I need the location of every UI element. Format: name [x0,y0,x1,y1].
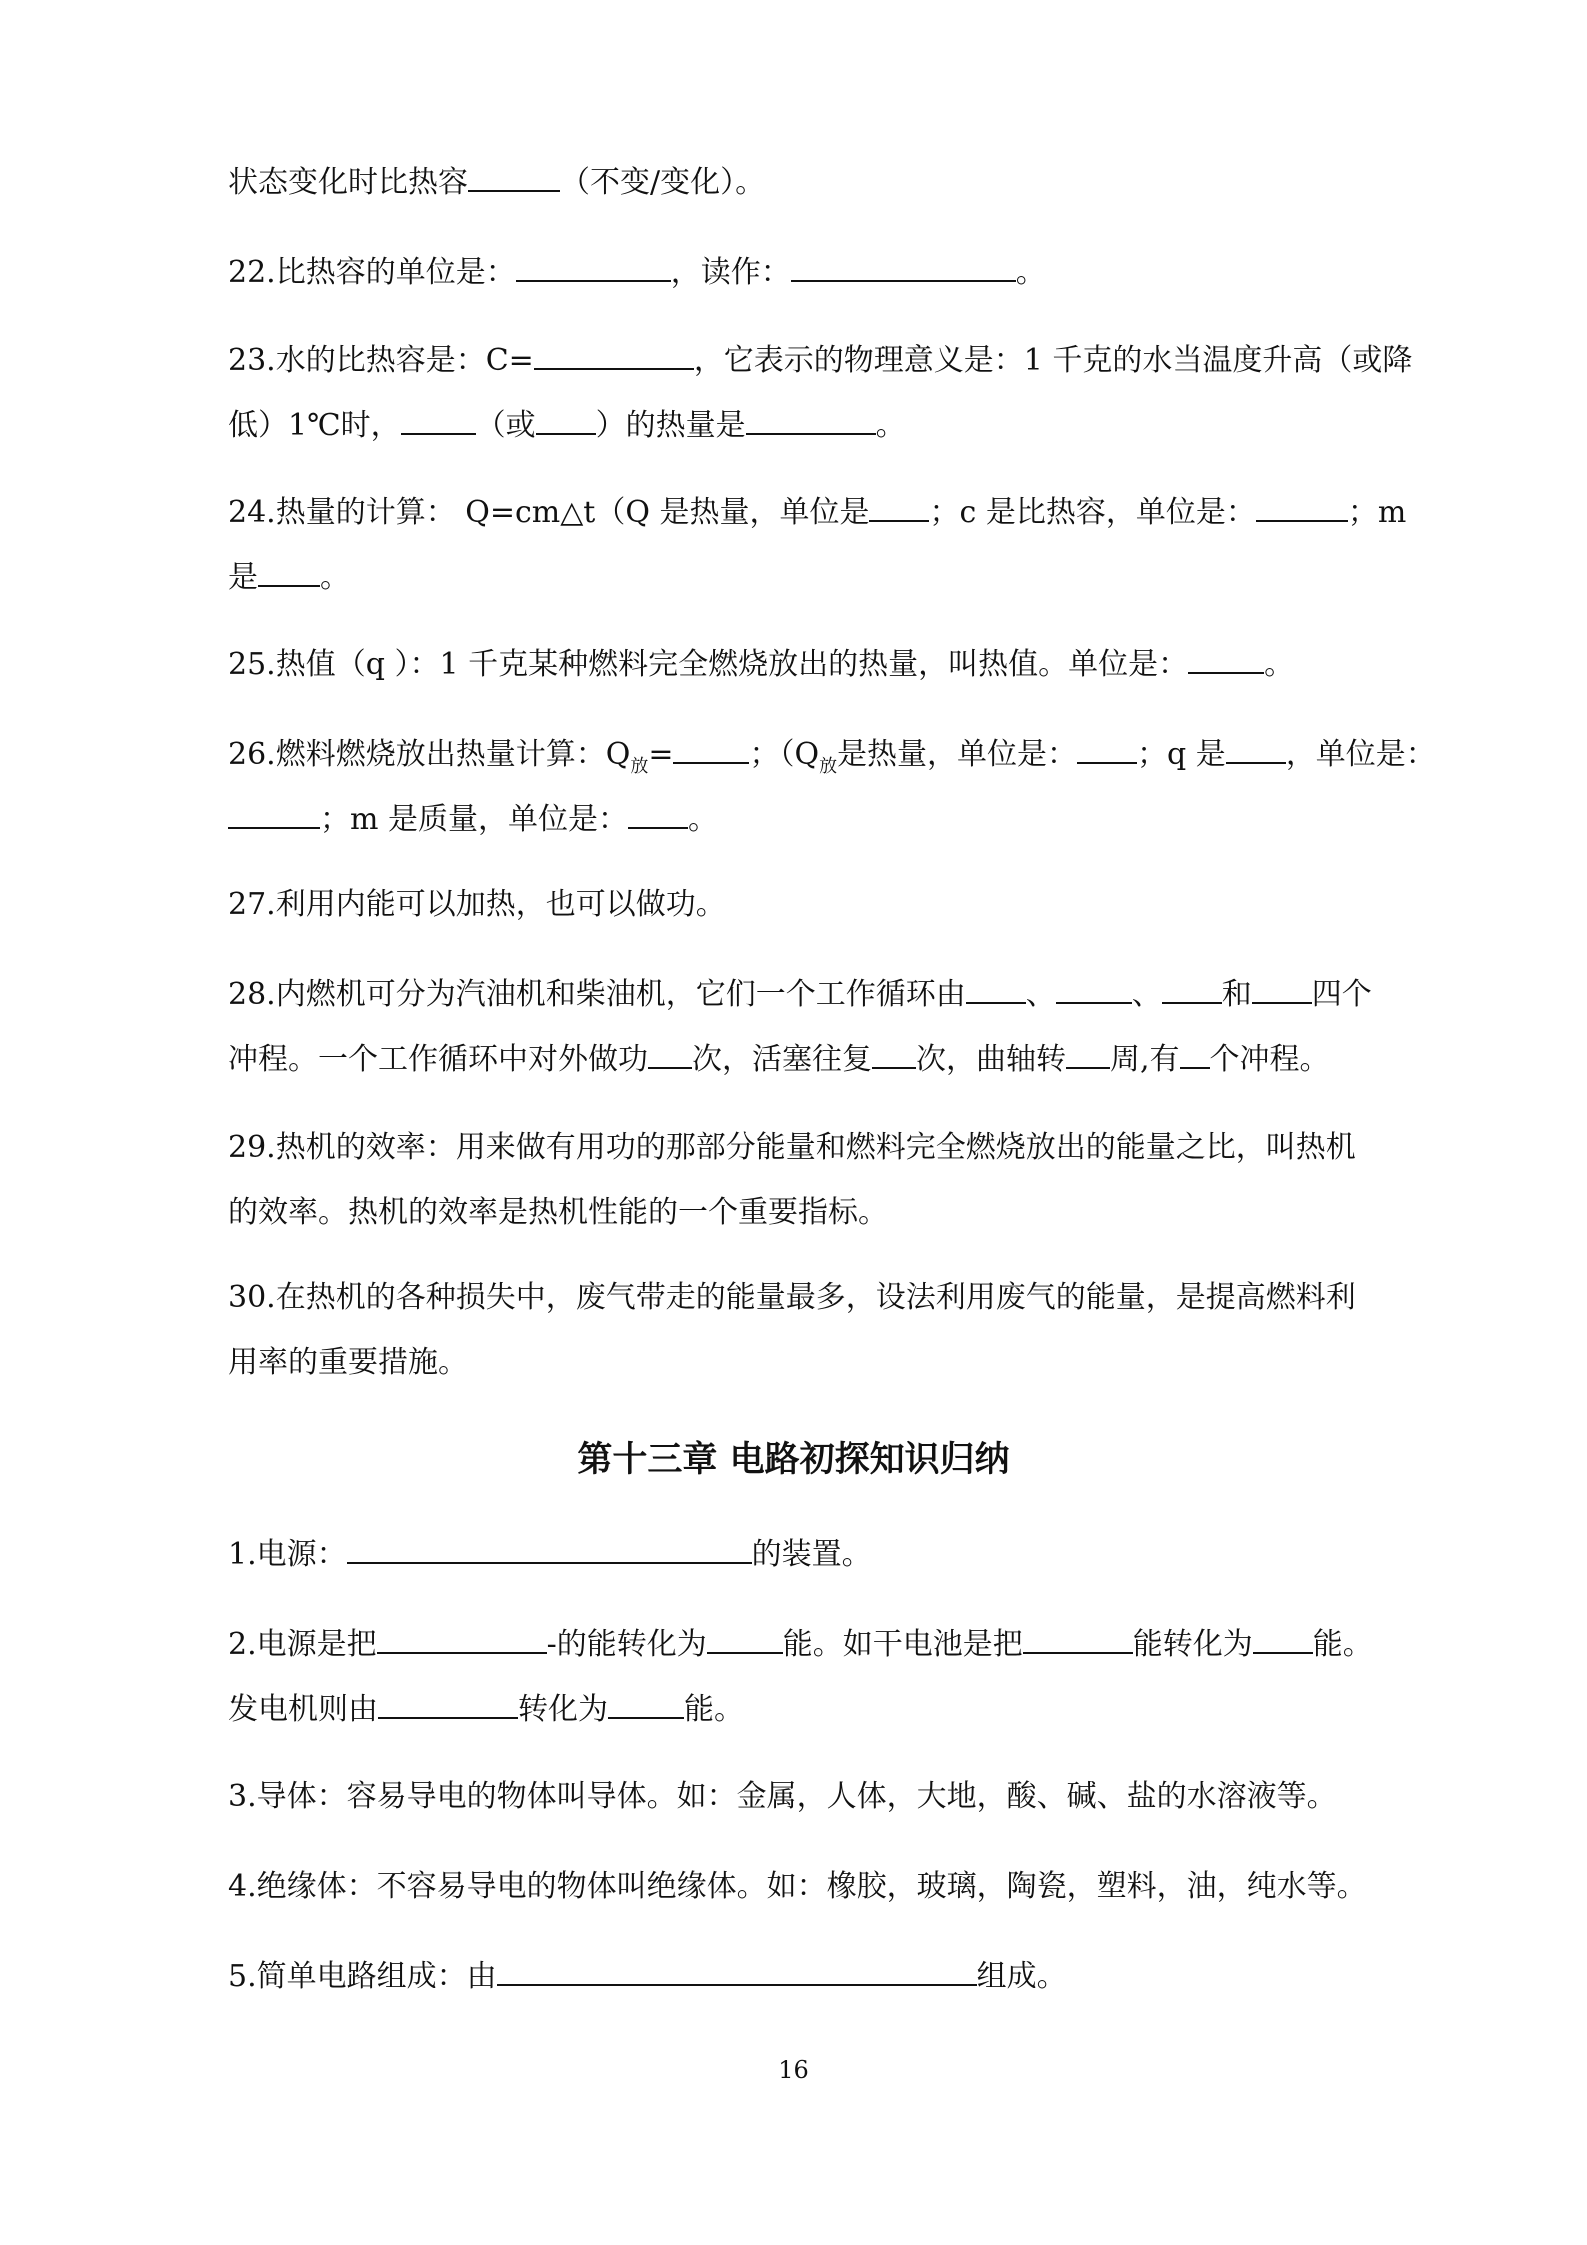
page-number: 16 [778,2056,809,2084]
text: 25.热值（q ）：1 千克某种燃料完全燃烧放出的热量，叫热值。单位是： [228,647,1189,682]
text-line [228,787,1440,852]
text: 。 [1264,647,1295,682]
text-line: 用率的重要措施。 [228,1345,468,1380]
text: 28.内燃机可分为汽油机和柴油机，它们一个工作循环由 [228,977,966,1012]
fill-blank[interactable] [746,401,876,435]
fill-blank[interactable] [1256,488,1348,522]
paragraph-24 [228,480,1440,610]
fill-blank[interactable] [258,553,320,587]
fill-blank[interactable] [497,1952,977,1986]
text: 。 [687,802,718,837]
text-line [228,328,1440,393]
text: （或 [475,408,536,443]
fill-blank[interactable] [1162,970,1222,1004]
paragraph-23 [228,328,1440,458]
fill-blank[interactable] [1253,1620,1313,1654]
text: 。 [875,408,906,443]
text: 周,有 [1110,1042,1180,1077]
fill-blank[interactable] [228,795,320,829]
text: ，单位是： [1285,737,1436,772]
paragraph-30 [228,1265,1440,1395]
text: （不变/变化）。 [560,165,766,200]
text: 状态变化时比热容 [228,165,468,200]
paragraph-4 [228,1854,1440,1919]
paragraph-22 [228,240,1440,305]
text: 次，活塞往复 [692,1042,872,1077]
fill-blank[interactable] [1180,1035,1210,1069]
text: 能。如干电池是把 [782,1627,1023,1662]
text: ；m 是质量，单位是： [320,802,628,837]
text: ）的热量是 [595,408,746,443]
subscript: 放 [819,756,838,777]
text: 是 [228,560,258,595]
text-line [228,480,1440,545]
paragraph-26 [228,722,1440,852]
fill-blank[interactable] [347,1530,752,1564]
paragraph-29 [228,1115,1440,1245]
text: ；（Q [749,737,820,772]
text: 组成。 [976,1959,1067,1994]
text-line [228,722,1440,787]
text: 能。 [684,1692,744,1727]
text: 发电机则由 [228,1692,378,1727]
fill-blank[interactable] [872,1035,916,1069]
text-line [228,1612,1440,1677]
fill-blank[interactable] [377,1620,547,1654]
fill-blank[interactable] [673,730,749,764]
text: 四个 [1311,977,1372,1012]
subscript: 放 [630,756,649,777]
text: 。 [320,560,350,595]
text-line [228,393,1440,458]
fill-blank[interactable] [401,401,476,435]
text: 23.水的比热容是：C= [228,343,534,378]
fill-blank[interactable] [1077,730,1137,764]
text: 。 [1015,255,1046,290]
fill-blank[interactable] [1056,970,1132,1004]
fill-blank[interactable] [468,158,560,192]
text: 、 [1131,977,1162,1012]
fill-blank[interactable] [628,795,688,829]
text-line [228,1522,1440,1587]
text-line [228,1677,1440,1742]
paragraph-21-continued [228,150,1440,215]
text-line [228,962,1440,1027]
text: 冲程。一个工作循环中对外做功 [228,1042,648,1077]
text: 次，曲轴转 [916,1042,1066,1077]
text-line: 27.利用内能可以加热，也可以做功。 [228,887,726,922]
paragraph-28 [228,962,1440,1092]
chapter-title: 第十三章 电路初探知识归纳 [577,1439,1010,1480]
fill-blank[interactable] [608,1685,684,1719]
text-line: 4.绝缘体：不容易导电的物体叫绝缘体。如：橡胶，玻璃，陶瓷，塑料，油，纯水等。 [228,1869,1367,1904]
fill-blank[interactable] [1226,730,1286,764]
text: ；m [1347,495,1407,530]
text-line [228,545,1440,610]
text: 能转化为 [1132,1627,1253,1662]
fill-blank[interactable] [1188,640,1264,674]
text: 个冲程。 [1209,1042,1330,1077]
text: 转化为 [518,1692,608,1727]
text: 、 [1025,977,1056,1012]
text: 26.燃料燃烧放出热量计算：Q [228,737,631,772]
text: 24.热量的计算： Q=cm△t（Q 是热量，单位是 [228,495,870,530]
text-line [228,240,1440,305]
fill-blank[interactable] [791,248,1016,282]
text: ，读作： [670,255,791,290]
fill-blank[interactable] [534,336,694,370]
text: 5.简单电路组成：由 [228,1959,497,1994]
paragraph-1 [228,1522,1440,1587]
text: 低）1℃时， [228,408,401,443]
text-line: 的效率。热机的效率是热机性能的一个重要指标。 [228,1195,888,1230]
paragraph-5 [228,1944,1440,2009]
text-line [228,632,1440,697]
text: 1.电源： [228,1537,347,1572]
text: = [648,737,674,772]
text-line: 30.在热机的各种损失中，废气带走的能量最多，设法利用废气的能量，是提高燃料利 [228,1280,1356,1315]
text: 能。 [1312,1627,1373,1662]
text-line: 29.热机的效率：用来做有用功的那部分能量和燃料完全燃烧放出的能量之比，叫热机 [228,1130,1356,1165]
fill-blank[interactable] [536,401,596,435]
fill-blank[interactable] [1066,1035,1110,1069]
text: ；c 是比热容，单位是： [929,495,1256,530]
text-line [228,1944,1440,2009]
paragraph-27 [228,872,1440,937]
paragraph-2 [228,1612,1440,1742]
text: -的能转化为 [546,1627,707,1662]
text: 是热量，单位是： [837,737,1078,772]
paragraph-3 [228,1764,1440,1829]
paragraph-25 [228,632,1440,697]
fill-blank[interactable] [869,488,929,522]
text-line [228,150,1440,215]
text-line [228,1027,1440,1092]
text: 和 [1221,977,1252,1012]
text: ，它表示的物理意义是：1 千克的水当温度升高（或降 [693,343,1413,378]
fill-blank[interactable] [1023,1620,1133,1654]
fill-blank[interactable] [707,1620,783,1654]
text: 的装置。 [751,1537,872,1572]
fill-blank[interactable] [516,248,671,282]
text-line: 3.导体：容易导电的物体叫导体。如：金属，人体，大地，酸、碱、盐的水溶液等。 [228,1779,1337,1814]
fill-blank[interactable] [966,970,1026,1004]
fill-blank[interactable] [378,1685,518,1719]
text: ；q 是 [1137,737,1226,772]
fill-blank[interactable] [648,1035,692,1069]
text: 22.比热容的单位是： [228,255,516,290]
fill-blank[interactable] [1252,970,1312,1004]
text: 2.电源是把 [228,1627,377,1662]
